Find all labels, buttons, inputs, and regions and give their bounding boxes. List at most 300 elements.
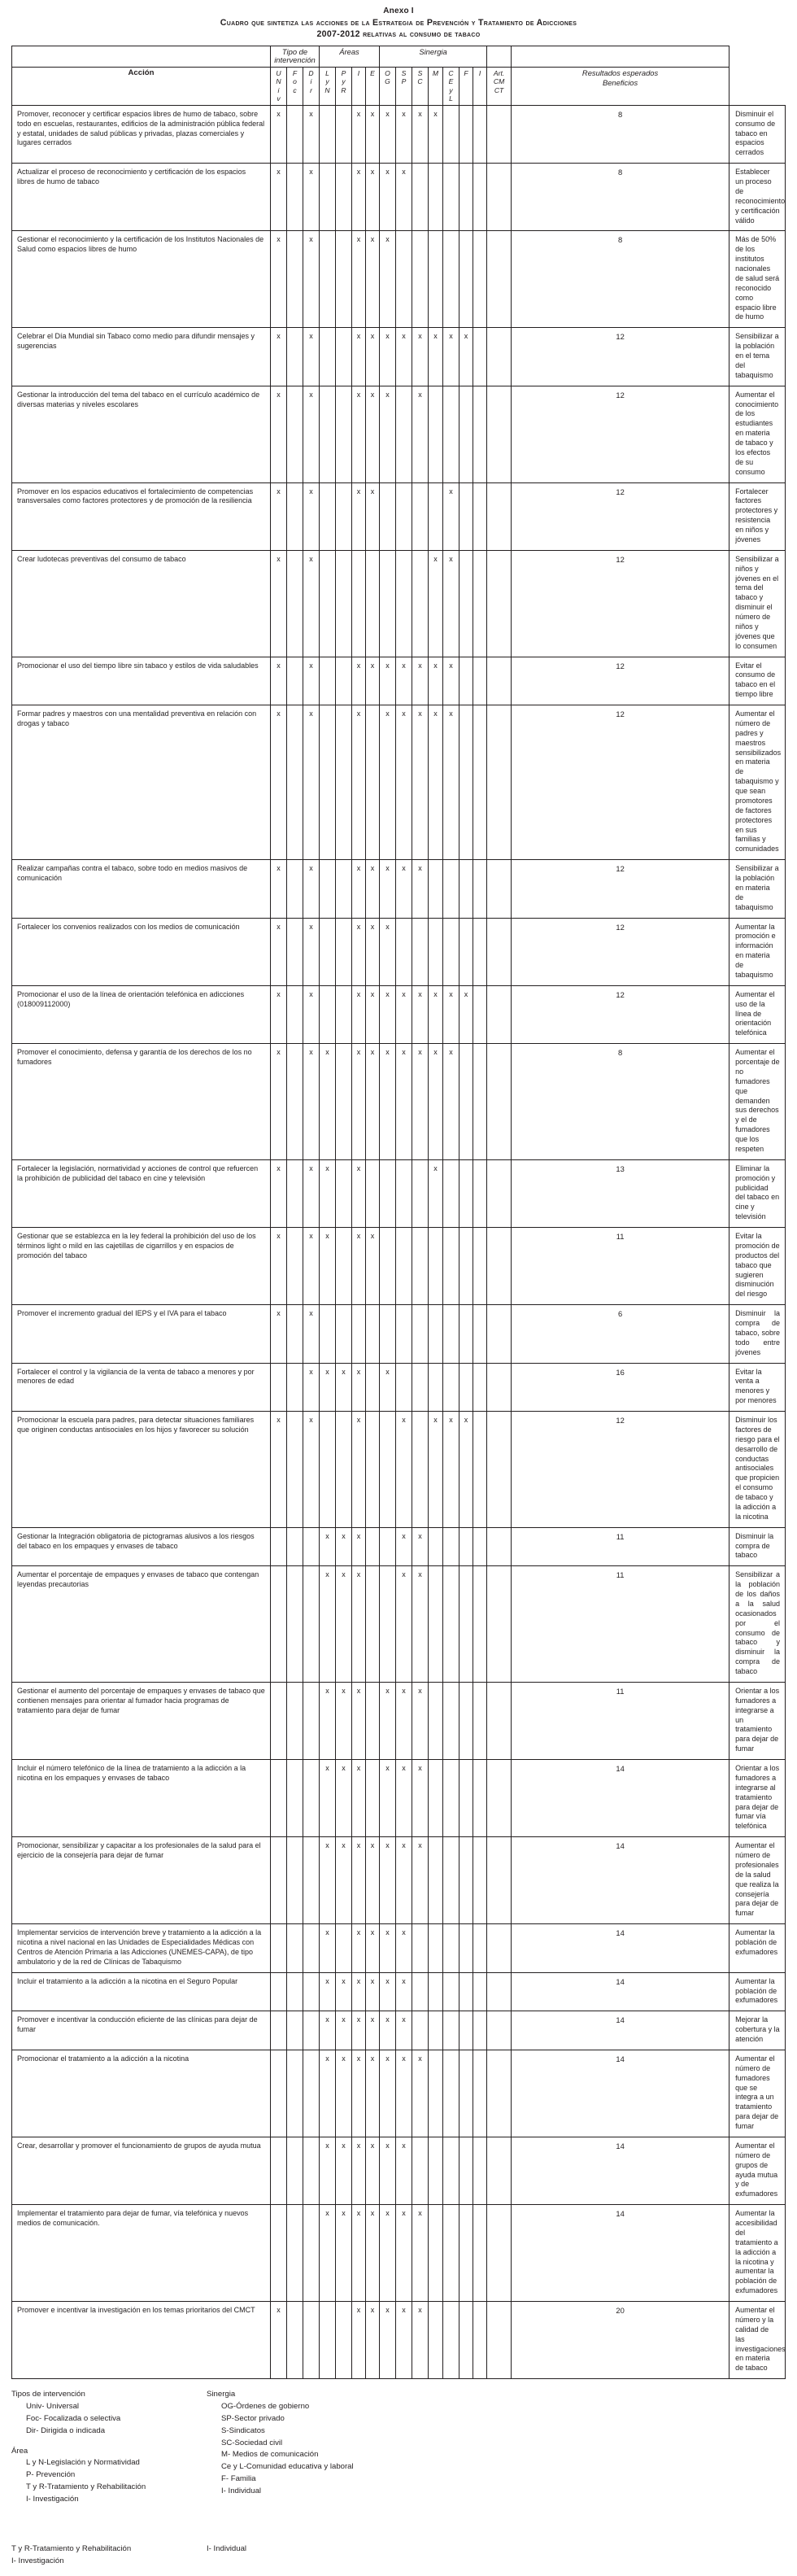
row-mark-cell: x xyxy=(380,985,396,1043)
row-art-cmct: 8 xyxy=(512,105,729,163)
row-mark-cell: x xyxy=(366,1924,380,1973)
table-row xyxy=(12,1159,786,1227)
row-mark-cell: x xyxy=(303,860,320,918)
row-mark-cell xyxy=(271,1682,287,1759)
row-mark-cell xyxy=(412,2137,429,2204)
table-row xyxy=(12,1760,786,1837)
row-mark-cell xyxy=(287,2302,303,2379)
row-mark-cell xyxy=(473,1527,487,1566)
row-mark-cell: x xyxy=(303,985,320,1043)
row-mark-cell xyxy=(429,1363,443,1412)
row-art-cmct: 8 xyxy=(512,164,729,231)
row-mark-cell: x xyxy=(352,328,366,386)
row-mark-cell xyxy=(366,1682,380,1759)
row-mark-cell xyxy=(287,705,303,860)
row-accion: Promover el incremento gradual del IEPS y el IVA para el tabaco xyxy=(12,1305,271,1363)
table-row xyxy=(12,1566,786,1683)
row-resultado: Aumentar el número y la calidad de las investigaciones en materia de tabaco xyxy=(729,2302,786,2379)
row-resultado: Orientar a los fumadores a integrarse a un tratamiento para dejar de fumar xyxy=(729,1682,786,1759)
row-mark-cell: x xyxy=(429,705,443,860)
row-mark-cell: x xyxy=(366,105,380,163)
row-mark-cell: x xyxy=(352,386,366,482)
row-mark-cell xyxy=(287,1159,303,1227)
row-mark-cell: x xyxy=(336,1682,352,1759)
row-mark-cell: x xyxy=(412,657,429,705)
row-mark-cell xyxy=(287,2137,303,2204)
table-row xyxy=(12,1682,786,1759)
row-resultado: Disminuir los factores de riesgo para el desarrollo de conductas antisociales que propicien el consumo de tabaco y la adicción a la nicotina xyxy=(729,1412,786,1528)
row-mark-cell: x xyxy=(352,1412,366,1528)
row-art-cmct: 14 xyxy=(512,2205,729,2302)
row-mark-cell xyxy=(473,918,487,985)
row-mark-cell: x xyxy=(396,105,412,163)
row-mark-cell xyxy=(459,1837,473,1924)
row-mark-cell: x xyxy=(429,985,443,1043)
row-mark-cell xyxy=(303,2302,320,2379)
row-mark-cell: x xyxy=(380,231,396,328)
column-header-accion: Acción xyxy=(12,68,271,106)
row-resultado: Aumentar el número de fumadores que se integra a un tratamiento para dejar de fumar xyxy=(729,2050,786,2137)
row-mark-cell xyxy=(473,705,487,860)
row-mark-cell: x xyxy=(336,1566,352,1683)
row-mark-cell: x xyxy=(366,2011,380,2050)
row-mark-cell xyxy=(487,1044,512,1160)
row-mark-cell xyxy=(473,1412,487,1528)
row-mark-cell xyxy=(443,386,459,482)
row-mark-cell xyxy=(380,1527,396,1566)
row-art-cmct: 14 xyxy=(512,1760,729,1837)
table-row xyxy=(12,2050,786,2137)
row-mark-cell: x xyxy=(429,105,443,163)
row-mark-cell xyxy=(287,164,303,231)
row-mark-cell: x xyxy=(271,482,287,550)
row-mark-cell: x xyxy=(352,1566,366,1683)
row-mark-cell xyxy=(320,705,336,860)
row-mark-cell xyxy=(336,231,352,328)
row-mark-cell: x xyxy=(366,860,380,918)
row-mark-cell: x xyxy=(443,1044,459,1160)
legend-tipos-item: Univ- Universal xyxy=(26,2402,80,2412)
row-mark-cell xyxy=(271,2205,287,2302)
row-mark-cell: x xyxy=(459,1412,473,1528)
row-mark-cell xyxy=(303,1527,320,1566)
row-art-cmct: 6 xyxy=(512,1305,729,1363)
row-mark-cell: x xyxy=(303,1044,320,1160)
row-mark-cell xyxy=(459,705,473,860)
row-mark-cell xyxy=(412,482,429,550)
row-mark-cell: x xyxy=(336,1837,352,1924)
row-accion: Crear, desarrollar y promover el funcionamiento de grupos de ayuda mutua xyxy=(12,2137,271,2204)
row-mark-cell: x xyxy=(366,1972,380,2011)
row-mark-cell: x xyxy=(352,2011,366,2050)
row-mark-cell xyxy=(459,1527,473,1566)
row-mark-cell xyxy=(287,1044,303,1160)
row-mark-cell: x xyxy=(271,860,287,918)
row-accion: Gestionar el reconocimiento y la certificación de los Institutos Nacionales de Salud como espacios libres de humo xyxy=(12,231,271,328)
row-mark-cell xyxy=(473,2137,487,2204)
row-mark-cell xyxy=(287,482,303,550)
row-mark-cell: x xyxy=(352,2137,366,2204)
row-resultado: Aumentar la promoción e información en materia de tabaquismo xyxy=(729,918,786,985)
row-mark-cell xyxy=(443,1972,459,2011)
row-accion: Promover en los espacios educativos el fortalecimiento de competencias transversales como factores protectores y de promoción de la resiliencia xyxy=(12,482,271,550)
row-art-cmct: 14 xyxy=(512,1924,729,1973)
row-mark-cell xyxy=(473,860,487,918)
row-mark-cell: x xyxy=(366,2137,380,2204)
row-accion: Promocionar, sensibilizar y capacitar a los profesionales de la salud para el ejercicio de la consejería para dejar de fumar xyxy=(12,1837,271,1924)
row-mark-cell xyxy=(366,1760,380,1837)
row-accion: Realizar campañas contra el tabaco, sobre todo en medios masivos de comunicación xyxy=(12,860,271,918)
row-mark-cell xyxy=(459,231,473,328)
row-mark-cell: x xyxy=(352,657,366,705)
row-accion: Gestionar la introducción del tema del tabaco en el currículo académico de diversas materias y niveles escolares xyxy=(12,386,271,482)
row-mark-cell: x xyxy=(352,482,366,550)
row-resultado: Disminuir la compra de tabaco xyxy=(729,1527,786,1566)
row-mark-cell xyxy=(303,1682,320,1759)
row-mark-cell xyxy=(412,550,429,657)
row-accion: Promocionar la escuela para padres, para detectar situaciones familiares que originen conductas antisociales en los hijos y favorecer su solución xyxy=(12,1412,271,1528)
legend-sinergia-item: Ce y L-Comunidad educativa y laboral xyxy=(221,2462,354,2472)
legend-footer xyxy=(11,2543,786,2568)
table-row xyxy=(12,2302,786,2379)
row-mark-cell xyxy=(320,918,336,985)
table-row xyxy=(12,2011,786,2050)
row-accion: Fortalecer la legislación, normatividad y acciones de control que refuercen la prohibición de publicidad del tabaco en cine y televisión xyxy=(12,1159,271,1227)
row-mark-cell xyxy=(487,985,512,1043)
row-mark-cell: x xyxy=(366,482,380,550)
row-mark-cell: x xyxy=(380,328,396,386)
row-accion: Aumentar el porcentaje de empaques y envases de tabaco que contengan leyendas precautorias xyxy=(12,1566,271,1683)
row-mark-cell xyxy=(459,1228,473,1305)
row-mark-cell xyxy=(336,1228,352,1305)
row-mark-cell: x xyxy=(380,105,396,163)
row-mark-cell xyxy=(336,1044,352,1160)
row-mark-cell xyxy=(443,1527,459,1566)
row-mark-cell xyxy=(320,482,336,550)
row-mark-cell xyxy=(429,2205,443,2302)
row-mark-cell: x xyxy=(396,1566,412,1683)
row-mark-cell xyxy=(396,1228,412,1305)
row-mark-cell xyxy=(429,1527,443,1566)
row-mark-cell xyxy=(459,386,473,482)
row-mark-cell xyxy=(287,2011,303,2050)
row-mark-cell xyxy=(412,164,429,231)
row-art-cmct: 12 xyxy=(512,657,729,705)
row-mark-cell: x xyxy=(380,1044,396,1160)
row-mark-cell xyxy=(429,1837,443,1924)
row-mark-cell xyxy=(443,1305,459,1363)
row-resultado: Aumentar el número de padres y maestros sensibilizados en materia de tabaquismo y que sean promotores de factores protectores en sus familias y comunidades xyxy=(729,705,786,860)
row-mark-cell: x xyxy=(459,328,473,386)
row-mark-cell xyxy=(320,860,336,918)
row-mark-cell: x xyxy=(412,2050,429,2137)
row-mark-cell: x xyxy=(443,705,459,860)
row-mark-cell xyxy=(412,2011,429,2050)
row-mark-cell xyxy=(473,1044,487,1160)
table-row xyxy=(12,1228,786,1305)
row-accion: Celebrar el Día Mundial sin Tabaco como medio para difundir mensajes y sugerencias xyxy=(12,328,271,386)
row-mark-cell: x xyxy=(366,1228,380,1305)
legend-tipos-item: Dir- Dirigida o indicada xyxy=(26,2425,106,2435)
row-mark-cell xyxy=(303,1924,320,1973)
row-mark-cell: x xyxy=(396,860,412,918)
row-mark-cell xyxy=(366,1412,380,1528)
row-mark-cell: x xyxy=(303,918,320,985)
column-header-i-ind: I xyxy=(473,68,487,106)
row-mark-cell xyxy=(287,1837,303,1924)
row-mark-cell xyxy=(303,1972,320,2011)
row-mark-cell xyxy=(443,105,459,163)
table-body xyxy=(12,105,786,2378)
row-resultado: Sensibilizar a niños y jóvenes en el tema del tabaco y disminuir el número de niños y jóvenes que lo consumen xyxy=(729,550,786,657)
row-mark-cell xyxy=(287,2205,303,2302)
row-mark-cell xyxy=(487,328,512,386)
row-mark-cell xyxy=(336,705,352,860)
legend-footer-item: I- Investigación xyxy=(11,2556,64,2565)
row-mark-cell xyxy=(487,550,512,657)
row-mark-cell xyxy=(366,1527,380,1566)
legend-sinergia-item: OG-Órdenes de gobierno xyxy=(221,2402,310,2412)
row-resultado: Eliminar la promoción y publicidad del tabaco en cine y televisión xyxy=(729,1159,786,1227)
row-mark-cell xyxy=(429,1228,443,1305)
row-mark-cell xyxy=(271,1760,287,1837)
table-row xyxy=(12,386,786,482)
row-mark-cell: x xyxy=(380,2137,396,2204)
row-mark-cell xyxy=(412,1363,429,1412)
row-mark-cell xyxy=(287,105,303,163)
row-mark-cell xyxy=(320,550,336,657)
legend-tipos-title: Tipos de intervención xyxy=(11,2390,85,2399)
row-mark-cell xyxy=(487,2302,512,2379)
row-mark-cell xyxy=(366,1566,380,1683)
column-header-og: O G xyxy=(380,68,396,106)
row-resultado: Mejorar la cobertura y la atención xyxy=(729,2011,786,2050)
row-mark-cell: x xyxy=(352,1760,366,1837)
row-art-cmct: 12 xyxy=(512,482,729,550)
row-mark-cell: x xyxy=(366,1837,380,1924)
row-mark-cell xyxy=(303,2050,320,2137)
page-title xyxy=(11,17,786,41)
row-mark-cell: x xyxy=(396,1972,412,2011)
row-mark-cell xyxy=(396,550,412,657)
row-mark-cell: x xyxy=(271,918,287,985)
row-mark-cell: x xyxy=(352,164,366,231)
row-mark-cell xyxy=(336,985,352,1043)
row-mark-cell xyxy=(473,1566,487,1683)
row-mark-cell: x xyxy=(380,1760,396,1837)
row-mark-cell: x xyxy=(271,1305,287,1363)
row-mark-cell xyxy=(429,1566,443,1683)
row-mark-cell xyxy=(473,1228,487,1305)
row-mark-cell xyxy=(320,1412,336,1528)
group-header-sinergia: Sinergia xyxy=(380,46,487,68)
row-mark-cell: x xyxy=(429,1044,443,1160)
row-mark-cell: x xyxy=(336,1972,352,2011)
row-resultado: Sensibilizar a la población de los daños a la salud ocasionados por el consumo de tabaco y disminuir la compra de tabaco xyxy=(729,1566,786,1683)
row-mark-cell xyxy=(487,918,512,985)
row-mark-cell xyxy=(287,231,303,328)
row-mark-cell xyxy=(320,657,336,705)
column-header-resultados: Resultados esperados Beneficios xyxy=(512,68,729,106)
row-mark-cell xyxy=(487,1228,512,1305)
row-mark-cell: x xyxy=(366,231,380,328)
row-mark-cell xyxy=(473,1837,487,1924)
row-mark-cell: x xyxy=(320,2205,336,2302)
row-mark-cell: x xyxy=(412,386,429,482)
row-mark-cell xyxy=(320,2302,336,2379)
legend-sinergia-item: F- Familia xyxy=(221,2474,256,2484)
row-mark-cell: x xyxy=(320,1527,336,1566)
row-mark-cell: x xyxy=(380,657,396,705)
row-mark-cell: x xyxy=(271,1159,287,1227)
row-mark-cell: x xyxy=(320,2050,336,2137)
row-mark-cell xyxy=(429,1972,443,2011)
row-mark-cell xyxy=(287,985,303,1043)
row-mark-cell xyxy=(487,2011,512,2050)
row-accion: Implementar servicios de intervención breve y tratamiento a la adicción a la nicotina a nivel nacional en las Unidades de Especialidades Médicas con Centros de Atención Primaria a las Adicciones (UNEMES-CAPA), de tipo ambulatorio y de la red de Clínicas de Tabaquismo xyxy=(12,1924,271,1973)
row-art-cmct: 11 xyxy=(512,1566,729,1683)
row-mark-cell: x xyxy=(303,164,320,231)
row-mark-cell: x xyxy=(352,985,366,1043)
row-mark-cell xyxy=(380,1412,396,1528)
row-mark-cell: x xyxy=(352,1527,366,1566)
row-mark-cell: x xyxy=(320,1159,336,1227)
legend-sinergia-item: M- Medios de comunicación xyxy=(221,2450,319,2460)
group-header-tipo-intervencion: Tipo de intervención xyxy=(271,46,320,68)
table-row xyxy=(12,2205,786,2302)
row-mark-cell xyxy=(429,2050,443,2137)
row-mark-cell: x xyxy=(320,1363,336,1412)
table-group-header-row xyxy=(12,46,786,68)
row-mark-cell: x xyxy=(352,1837,366,1924)
row-mark-cell: x xyxy=(320,1044,336,1160)
row-mark-cell xyxy=(473,985,487,1043)
annex-label: Anexo I xyxy=(383,7,414,15)
row-mark-cell xyxy=(303,1837,320,1924)
row-mark-cell: x xyxy=(412,328,429,386)
row-accion: Promocionar el uso del tiempo libre sin tabaco y estilos de vida saludables xyxy=(12,657,271,705)
row-mark-cell: x xyxy=(303,1228,320,1305)
row-mark-cell: x xyxy=(412,105,429,163)
row-mark-cell xyxy=(459,2137,473,2204)
legend-tipos-col xyxy=(11,2389,207,2506)
row-mark-cell xyxy=(473,231,487,328)
row-mark-cell: x xyxy=(396,1682,412,1759)
row-mark-cell: x xyxy=(459,985,473,1043)
row-mark-cell xyxy=(271,1566,287,1683)
row-mark-cell xyxy=(412,918,429,985)
row-mark-cell xyxy=(429,2011,443,2050)
row-resultado: Evitar la promoción de productos del tabaco que sugieren disminución del riesgo xyxy=(729,1228,786,1305)
row-mark-cell: x xyxy=(352,1363,366,1412)
row-resultado: Aumentar el porcentaje de no fumadores que demanden sus derechos y el de fumadores que los respeten xyxy=(729,1044,786,1160)
row-mark-cell: x xyxy=(429,1412,443,1528)
row-mark-cell xyxy=(487,2137,512,2204)
row-mark-cell xyxy=(396,231,412,328)
row-mark-cell xyxy=(429,1924,443,1973)
row-mark-cell: x xyxy=(380,2205,396,2302)
row-mark-cell xyxy=(473,2205,487,2302)
row-mark-cell xyxy=(487,1412,512,1528)
row-mark-cell xyxy=(412,1159,429,1227)
row-mark-cell: x xyxy=(443,985,459,1043)
row-mark-cell: x xyxy=(271,657,287,705)
row-art-cmct: 8 xyxy=(512,231,729,328)
row-accion: Incluir el tratamiento a la adicción a la nicotina en el Seguro Popular xyxy=(12,1972,271,2011)
group-header-areas: Áreas xyxy=(320,46,380,68)
row-mark-cell xyxy=(443,231,459,328)
column-header-sp: S P xyxy=(396,68,412,106)
row-art-cmct: 11 xyxy=(512,1527,729,1566)
row-mark-cell xyxy=(287,1305,303,1363)
row-mark-cell xyxy=(352,550,366,657)
row-mark-cell xyxy=(443,2011,459,2050)
row-accion: Promover e incentivar la conducción eficiente de las clínicas para dejar de fumar xyxy=(12,2011,271,2050)
row-mark-cell: x xyxy=(396,657,412,705)
legend-footer-item: T y R-Tratamiento y Rehabilitación xyxy=(11,2543,132,2553)
row-mark-cell xyxy=(336,1924,352,1973)
legend xyxy=(11,2389,786,2506)
row-resultado: Aumentar el número de profesionales de la salud que realiza la consejería para dejar de fumar xyxy=(729,1837,786,1924)
legend-sinergia-title: Sinergia xyxy=(207,2390,236,2399)
table-row xyxy=(12,985,786,1043)
row-mark-cell xyxy=(429,1682,443,1759)
column-header-e: E xyxy=(366,68,380,106)
row-mark-cell xyxy=(303,2137,320,2204)
row-mark-cell xyxy=(429,918,443,985)
row-mark-cell: x xyxy=(412,1044,429,1160)
row-mark-cell xyxy=(336,105,352,163)
row-mark-cell xyxy=(429,482,443,550)
row-mark-cell xyxy=(271,2011,287,2050)
row-art-cmct: 12 xyxy=(512,386,729,482)
row-mark-cell xyxy=(459,860,473,918)
row-resultado: Disminuir la compra de tabaco, sobre todo entre jóvenes xyxy=(729,1305,786,1363)
row-mark-cell xyxy=(487,1760,512,1837)
row-mark-cell xyxy=(459,105,473,163)
table-row xyxy=(12,328,786,386)
row-mark-cell xyxy=(487,860,512,918)
row-mark-cell: x xyxy=(352,1159,366,1227)
row-resultado: Aumentar la accesibilidad del tratamiento a la adicción a la nicotina y aumentar la población de exfumadores xyxy=(729,2205,786,2302)
row-mark-cell: x xyxy=(336,1527,352,1566)
row-mark-cell: x xyxy=(412,1682,429,1759)
row-mark-cell xyxy=(287,1972,303,2011)
row-mark-cell xyxy=(271,2050,287,2137)
legend-footer-left xyxy=(11,2543,207,2568)
row-mark-cell: x xyxy=(271,105,287,163)
row-mark-cell: x xyxy=(320,1837,336,1924)
row-accion: Promover el conocimiento, defensa y garantía de los derechos de los no fumadores xyxy=(12,1044,271,1160)
row-art-cmct: 13 xyxy=(512,1159,729,1227)
row-mark-cell: x xyxy=(396,2050,412,2137)
row-mark-cell: x xyxy=(271,985,287,1043)
row-accion: Gestionar la Integración obligatoria de pictogramas alusivos a los riesgos del tabaco en los empaques y envases de tabaco xyxy=(12,1527,271,1566)
row-mark-cell xyxy=(396,1159,412,1227)
row-mark-cell: x xyxy=(271,1412,287,1528)
row-mark-cell xyxy=(459,1924,473,1973)
row-mark-cell: x xyxy=(352,1682,366,1759)
row-mark-cell xyxy=(396,1305,412,1363)
row-mark-cell: x xyxy=(443,550,459,657)
row-mark-cell xyxy=(473,2050,487,2137)
row-mark-cell: x xyxy=(352,2205,366,2302)
row-mark-cell: x xyxy=(271,1044,287,1160)
row-mark-cell xyxy=(412,1305,429,1363)
row-mark-cell: x xyxy=(352,860,366,918)
row-mark-cell: x xyxy=(320,1566,336,1683)
legend-sinergia-item: I- Individual xyxy=(221,2486,262,2496)
